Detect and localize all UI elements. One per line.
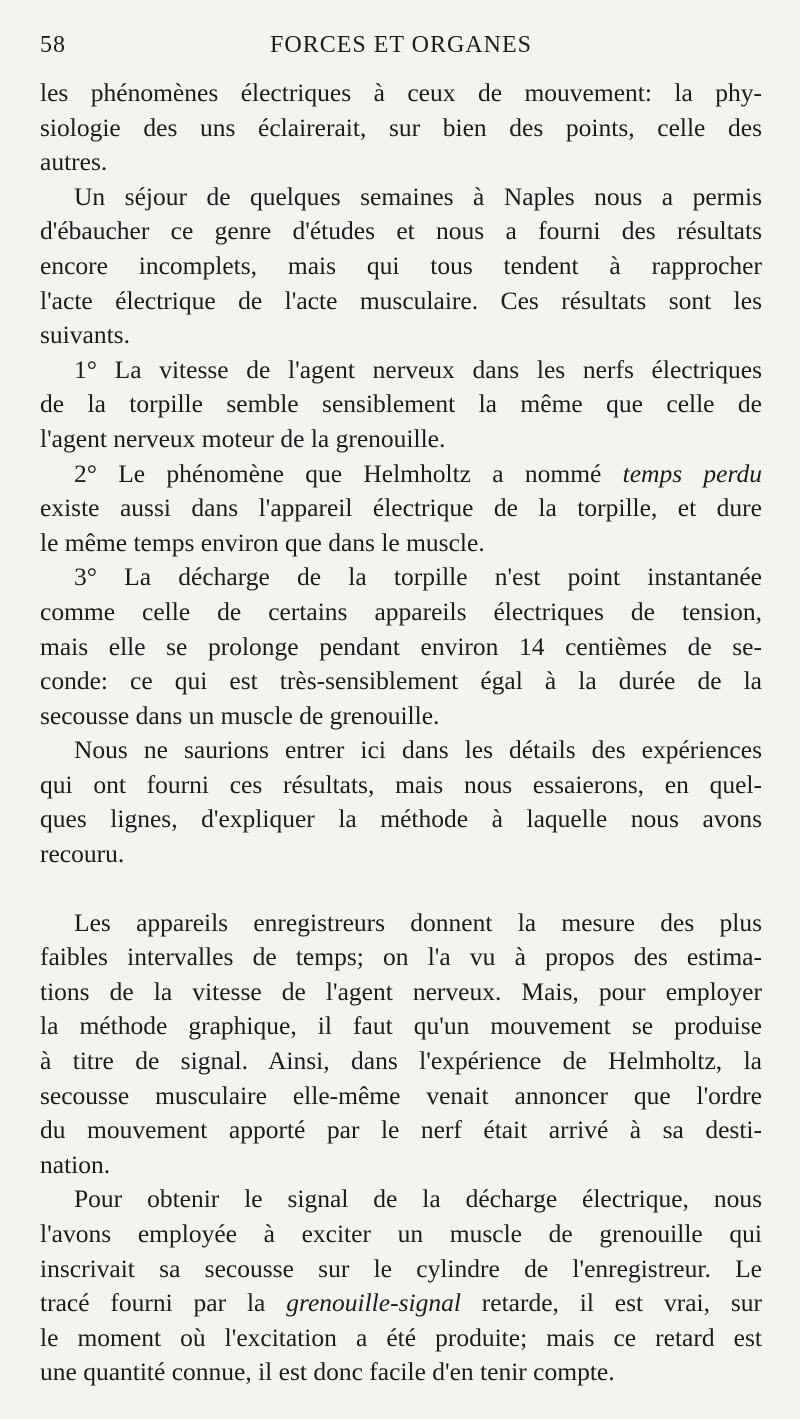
text-line: siologie des uns éclairerait, sur bien des points, celle des <box>40 112 762 142</box>
text-line: les phénomènes électriques à ceux de mouvement: la phy- <box>40 78 762 107</box>
text-line: d'ébaucher ce genre d'études et nous a fourni des résultats <box>40 216 762 246</box>
text-line: existe aussi dans l'appareil électrique de la torpille, et dure <box>40 493 762 523</box>
page-number: 58 <box>40 32 66 58</box>
text-line: une quantité connue, il est donc facile d'en tenir compte. <box>40 1357 615 1387</box>
italic-term: temps perdu <box>622 458 762 488</box>
text-line: faibles intervalles de temps; on l'a vu à propos des estima- <box>40 942 762 972</box>
text-line: autres. <box>40 147 108 177</box>
text-line: le moment où l'excitation a été produite; mais ce retard est <box>40 1322 762 1352</box>
text-line: mais elle se prolonge pendant environ 14 centièmes de se- <box>40 631 762 661</box>
text-line: du mouvement apporté par le nerf était arrivé à sa desti- <box>40 1115 762 1145</box>
text-line: encore incomplets, mais qui tous tendent à rapprocher <box>40 250 762 280</box>
text-line: inscrivait sa secousse sur le cylindre de l'enregistreur. Le <box>40 1253 762 1283</box>
paragraph <box>40 906 762 1183</box>
text-line: tracé fourni par la grenouille-signal retarde, il est vrai, sur <box>40 1288 763 1318</box>
text-line: Pour obtenir le signal de la décharge électrique, nous <box>74 1184 762 1214</box>
text-line: suivants. <box>40 320 130 350</box>
page-header <box>40 32 762 66</box>
text-line: 2° Le phénomène que Helmholtz a nommé temps perdu <box>74 458 762 488</box>
text-line: ques lignes, d'expliquer la méthode à laquelle nous avons <box>40 804 762 834</box>
text-line: Un séjour de quelques semaines à Naples nous a permis <box>74 181 762 211</box>
text-line: Les appareils enregistreurs donnent la mesure des plus <box>74 907 762 937</box>
text-line: à titre de signal. Ainsi, dans l'expérience de Helmholtz, la <box>40 1046 762 1076</box>
text-line: nation. <box>40 1149 111 1179</box>
paragraph <box>40 560 762 733</box>
paragraph <box>40 76 762 180</box>
text-line: l'acte électrique de l'acte musculaire. Ces résultats sont les <box>40 285 762 315</box>
text-line: la méthode graphique, il faut qu'un mouvement se produise <box>40 1011 762 1041</box>
text-line: comme celle de certains appareils électriques de tension, <box>40 596 762 626</box>
paragraph <box>40 353 762 457</box>
text-line: l'avons employée à exciter un muscle de grenouille qui <box>40 1219 762 1248</box>
paragraph <box>40 457 762 561</box>
italic-term: grenouille-signal <box>286 1288 461 1318</box>
body-text <box>40 76 762 1390</box>
paragraph <box>40 180 762 353</box>
text-line: l'agent nerveux moteur de la grenouille. <box>40 423 446 453</box>
running-title: FORCES ET ORGANES <box>270 32 532 58</box>
text-line: 1° La vitesse de l'agent nerveux dans les nerfs électriques <box>74 354 762 384</box>
text-line: recouru. <box>40 839 125 869</box>
text-line: conde: ce qui est très-sensiblement égal à la durée de la <box>40 666 762 696</box>
text-line: de la torpille semble sensiblement la même que celle de <box>40 389 762 419</box>
text-line: 3° La décharge de la torpille n'est point instantanée <box>74 562 762 592</box>
text-line: secousse dans un muscle de grenouille. <box>40 700 440 730</box>
text-line: le même temps environ que dans le muscle. <box>40 527 485 557</box>
text-line: secousse musculaire elle-même venait annoncer que l'ordre <box>40 1080 762 1110</box>
text-line: tions de la vitesse de l'agent nerveux. Mais, pour employer <box>40 976 762 1006</box>
text-line: Nous ne saurions entrer ici dans les détails des expériences <box>74 735 762 765</box>
paragraph <box>40 1182 762 1390</box>
text-line: qui ont fourni ces résultats, mais nous essaierons, en quel- <box>40 769 762 799</box>
paragraph <box>40 733 762 871</box>
